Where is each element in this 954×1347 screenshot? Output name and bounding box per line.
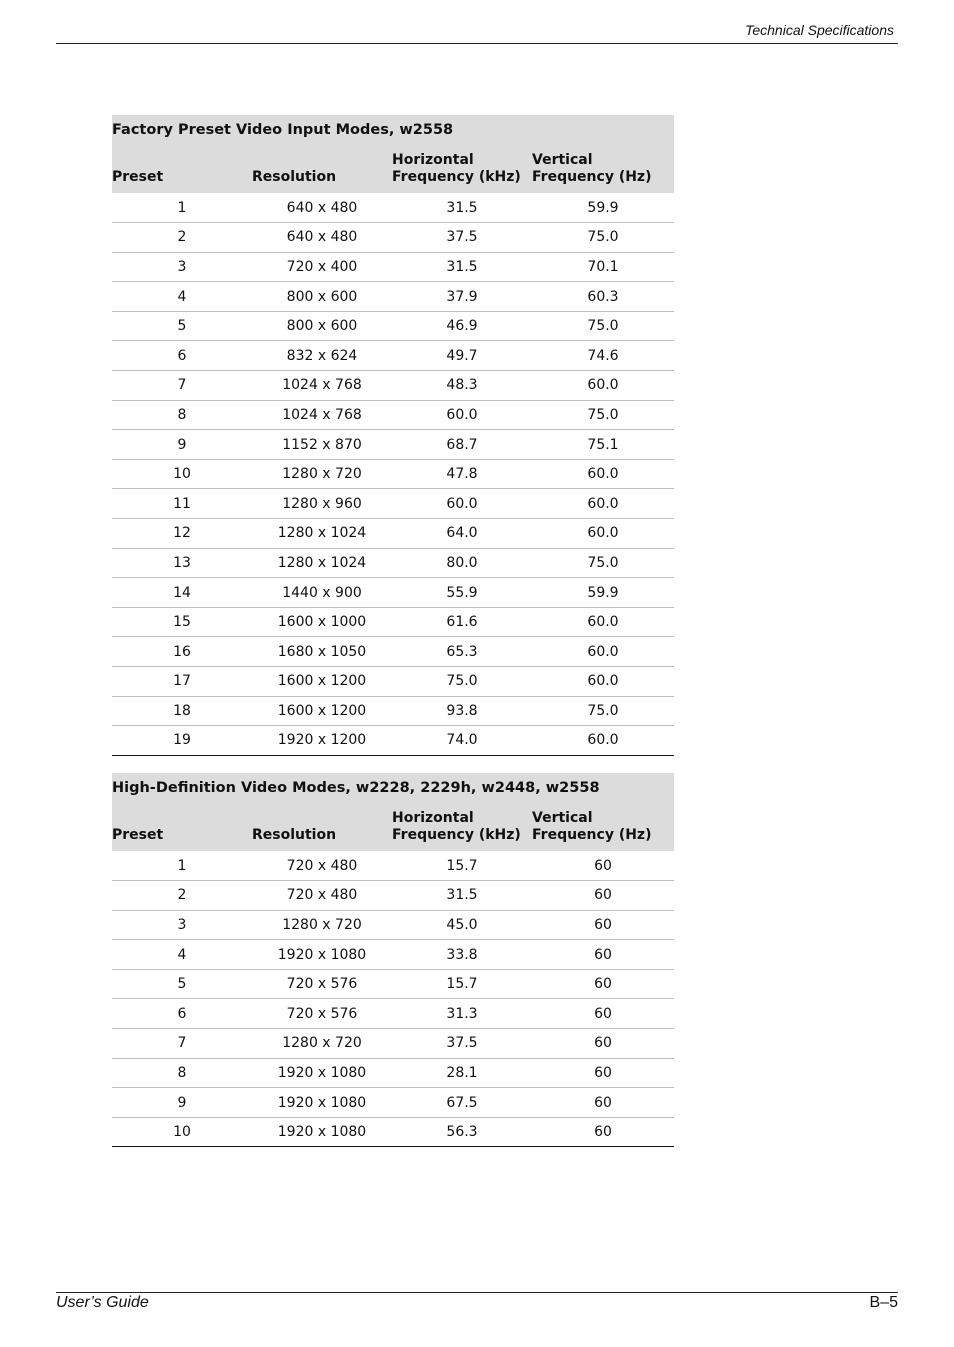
column-header-preset: Preset (112, 827, 164, 843)
cell-vertical-frequency: 75.0 (532, 696, 674, 726)
cell-preset: 3 (112, 910, 252, 940)
cell-resolution: 640 x 480 (252, 193, 392, 223)
footer-guide-title: User’s Guide (56, 1294, 149, 1311)
table-row (112, 667, 674, 697)
cell-vertical-frequency: 60.0 (532, 637, 674, 667)
cell-preset: 6 (112, 999, 252, 1029)
cell-resolution: 1600 x 1000 (252, 607, 392, 637)
high-definition-table (112, 773, 674, 1147)
column-header-vertical-line1: Vertical (532, 810, 593, 826)
cell-horizontal-frequency: 60.0 (392, 489, 532, 519)
cell-vertical-frequency: 60.0 (532, 459, 674, 489)
table-caption: Factory Preset Video Input Modes, w2558 (112, 121, 454, 138)
table-row (112, 193, 674, 223)
cell-resolution: 1600 x 1200 (252, 667, 392, 697)
column-header-horizontal (392, 801, 532, 851)
cell-horizontal-frequency: 74.0 (392, 726, 532, 756)
column-header-horizontal-line2: Frequency (kHz) (392, 169, 521, 185)
cell-resolution: 1280 x 720 (252, 1029, 392, 1059)
cell-vertical-frequency: 60.0 (532, 607, 674, 637)
page-number: B–5 (869, 1294, 898, 1311)
cell-preset: 18 (112, 696, 252, 726)
cell-preset: 14 (112, 578, 252, 608)
table-row (112, 548, 674, 578)
cell-horizontal-frequency: 37.5 (392, 1029, 532, 1059)
cell-resolution: 1920 x 1080 (252, 1117, 392, 1147)
table-row (112, 881, 674, 911)
table-caption-row (112, 773, 674, 801)
table-body (112, 851, 674, 1147)
cell-resolution: 1280 x 720 (252, 459, 392, 489)
column-header-horizontal-line1: Horizontal (392, 152, 474, 168)
cell-vertical-frequency: 60.0 (532, 667, 674, 697)
cell-horizontal-frequency: 55.9 (392, 578, 532, 608)
cell-preset: 10 (112, 459, 252, 489)
column-header-horizontal-line2: Frequency (kHz) (392, 827, 521, 843)
cell-preset: 12 (112, 519, 252, 549)
cell-vertical-frequency: 60.0 (532, 726, 674, 756)
cell-horizontal-frequency: 31.5 (392, 252, 532, 282)
cell-horizontal-frequency: 15.7 (392, 969, 532, 999)
cell-horizontal-frequency: 67.5 (392, 1088, 532, 1118)
cell-vertical-frequency: 60 (532, 969, 674, 999)
cell-resolution: 1600 x 1200 (252, 696, 392, 726)
table-row (112, 637, 674, 667)
cell-vertical-frequency: 75.0 (532, 400, 674, 430)
cell-horizontal-frequency: 60.0 (392, 400, 532, 430)
cell-resolution: 1920 x 1080 (252, 1088, 392, 1118)
table-row (112, 519, 674, 549)
cell-resolution: 1152 x 870 (252, 430, 392, 460)
cell-preset: 4 (112, 282, 252, 312)
cell-horizontal-frequency: 15.7 (392, 851, 532, 881)
cell-preset: 13 (112, 548, 252, 578)
cell-vertical-frequency: 59.9 (532, 578, 674, 608)
cell-preset: 17 (112, 667, 252, 697)
cell-preset: 7 (112, 1029, 252, 1059)
cell-horizontal-frequency: 56.3 (392, 1117, 532, 1147)
table-row (112, 696, 674, 726)
table-row (112, 578, 674, 608)
cell-resolution: 720 x 480 (252, 881, 392, 911)
cell-horizontal-frequency: 65.3 (392, 637, 532, 667)
cell-resolution: 1024 x 768 (252, 400, 392, 430)
cell-preset: 8 (112, 1058, 252, 1088)
cell-vertical-frequency: 60 (532, 1088, 674, 1118)
cell-horizontal-frequency: 49.7 (392, 341, 532, 371)
table-caption-row (112, 115, 674, 143)
cell-preset: 9 (112, 1088, 252, 1118)
cell-preset: 10 (112, 1117, 252, 1147)
cell-vertical-frequency: 70.1 (532, 252, 674, 282)
cell-resolution: 800 x 600 (252, 282, 392, 312)
cell-vertical-frequency: 60.3 (532, 282, 674, 312)
cell-horizontal-frequency: 31.5 (392, 881, 532, 911)
table-row (112, 400, 674, 430)
cell-resolution: 720 x 576 (252, 999, 392, 1029)
cell-horizontal-frequency: 80.0 (392, 548, 532, 578)
cell-resolution: 1920 x 1080 (252, 940, 392, 970)
cell-horizontal-frequency: 47.8 (392, 459, 532, 489)
table-row (112, 969, 674, 999)
cell-resolution: 1440 x 900 (252, 578, 392, 608)
column-header-resolution: Resolution (252, 827, 337, 843)
table-row (112, 430, 674, 460)
cell-vertical-frequency: 75.0 (532, 223, 674, 253)
cell-preset: 1 (112, 193, 252, 223)
cell-vertical-frequency: 60.0 (532, 371, 674, 401)
cell-horizontal-frequency: 37.9 (392, 282, 532, 312)
cell-vertical-frequency: 60 (532, 910, 674, 940)
cell-resolution: 1280 x 960 (252, 489, 392, 519)
cell-preset: 15 (112, 607, 252, 637)
cell-resolution: 1680 x 1050 (252, 637, 392, 667)
cell-preset: 2 (112, 881, 252, 911)
cell-preset: 7 (112, 371, 252, 401)
table-row (112, 223, 674, 253)
column-header-resolution: Resolution (252, 169, 337, 185)
cell-horizontal-frequency: 37.5 (392, 223, 532, 253)
column-header-preset: Preset (112, 169, 164, 185)
cell-horizontal-frequency: 68.7 (392, 430, 532, 460)
cell-horizontal-frequency: 31.5 (392, 193, 532, 223)
cell-preset: 5 (112, 969, 252, 999)
table-row (112, 726, 674, 756)
table-row (112, 1117, 674, 1147)
cell-horizontal-frequency: 93.8 (392, 696, 532, 726)
cell-horizontal-frequency: 46.9 (392, 311, 532, 341)
cell-vertical-frequency: 60 (532, 1117, 674, 1147)
cell-horizontal-frequency: 28.1 (392, 1058, 532, 1088)
cell-horizontal-frequency: 75.0 (392, 667, 532, 697)
cell-vertical-frequency: 60 (532, 881, 674, 911)
table-row (112, 1058, 674, 1088)
cell-resolution: 1280 x 1024 (252, 548, 392, 578)
cell-preset: 19 (112, 726, 252, 756)
cell-vertical-frequency: 75.1 (532, 430, 674, 460)
cell-vertical-frequency: 59.9 (532, 193, 674, 223)
table-row (112, 252, 674, 282)
cell-preset: 9 (112, 430, 252, 460)
cell-resolution: 1280 x 720 (252, 910, 392, 940)
cell-vertical-frequency: 75.0 (532, 311, 674, 341)
table-body (112, 193, 674, 755)
table-header-row (112, 143, 674, 193)
table-row (112, 459, 674, 489)
cell-preset: 1 (112, 851, 252, 881)
cell-vertical-frequency: 60 (532, 999, 674, 1029)
table-row (112, 282, 674, 312)
cell-resolution: 1280 x 1024 (252, 519, 392, 549)
table-row (112, 940, 674, 970)
cell-preset: 3 (112, 252, 252, 282)
cell-vertical-frequency: 75.0 (532, 548, 674, 578)
cell-preset: 11 (112, 489, 252, 519)
column-header-vertical-line2: Frequency (Hz) (532, 169, 652, 185)
cell-resolution: 1920 x 1080 (252, 1058, 392, 1088)
table-caption: High-Definition Video Modes, w2228, 2229h, w2448, w2558 (112, 779, 600, 796)
table-row (112, 489, 674, 519)
cell-horizontal-frequency: 48.3 (392, 371, 532, 401)
cell-resolution: 1920 x 1200 (252, 726, 392, 756)
running-footer (56, 1292, 898, 1316)
cell-vertical-frequency: 60 (532, 851, 674, 881)
cell-resolution: 720 x 400 (252, 252, 392, 282)
cell-preset: 5 (112, 311, 252, 341)
cell-vertical-frequency: 74.6 (532, 341, 674, 371)
cell-vertical-frequency: 60.0 (532, 489, 674, 519)
table-row (112, 999, 674, 1029)
factory-preset-table (112, 115, 674, 756)
cell-resolution: 1024 x 768 (252, 371, 392, 401)
table-row (112, 1029, 674, 1059)
cell-resolution: 720 x 480 (252, 851, 392, 881)
table-header-row (112, 801, 674, 851)
column-header-vertical (532, 143, 674, 193)
running-header (56, 22, 898, 44)
column-header-vertical-line2: Frequency (Hz) (532, 827, 652, 843)
cell-preset: 6 (112, 341, 252, 371)
column-header-horizontal-line1: Horizontal (392, 810, 474, 826)
table-row (112, 1088, 674, 1118)
cell-preset: 4 (112, 940, 252, 970)
cell-vertical-frequency: 60 (532, 1058, 674, 1088)
table-row (112, 311, 674, 341)
cell-horizontal-frequency: 31.3 (392, 999, 532, 1029)
table-row (112, 607, 674, 637)
cell-vertical-frequency: 60.0 (532, 519, 674, 549)
cell-horizontal-frequency: 33.8 (392, 940, 532, 970)
column-header-horizontal (392, 143, 532, 193)
cell-resolution: 640 x 480 (252, 223, 392, 253)
cell-vertical-frequency: 60 (532, 1029, 674, 1059)
cell-resolution: 832 x 624 (252, 341, 392, 371)
column-header-vertical-line1: Vertical (532, 152, 593, 168)
table-row (112, 371, 674, 401)
table-row (112, 851, 674, 881)
cell-resolution: 800 x 600 (252, 311, 392, 341)
column-header-vertical (532, 801, 674, 851)
cell-preset: 2 (112, 223, 252, 253)
cell-horizontal-frequency: 45.0 (392, 910, 532, 940)
cell-preset: 16 (112, 637, 252, 667)
cell-vertical-frequency: 60 (532, 940, 674, 970)
table-row (112, 910, 674, 940)
table-row (112, 341, 674, 371)
cell-horizontal-frequency: 61.6 (392, 607, 532, 637)
cell-preset: 8 (112, 400, 252, 430)
cell-horizontal-frequency: 64.0 (392, 519, 532, 549)
running-header-title: Technical Specifications (745, 22, 894, 38)
cell-resolution: 720 x 576 (252, 969, 392, 999)
